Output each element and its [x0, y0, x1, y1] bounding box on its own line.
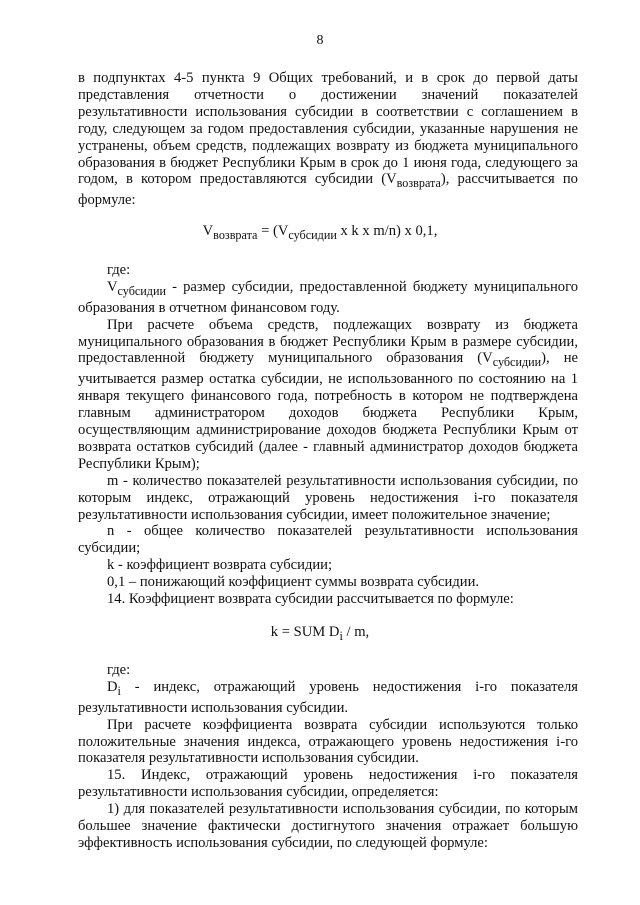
paragraph-15: 15. Индекс, отражающий уровень недостижения i-го показателя результативности использования субсидии, определяется:	[78, 767, 578, 801]
definition-d-index: $D_i$ - индекс, отражающий уровень недостижения i-го показателя результативности использования субсидии.	[78, 678, 578, 716]
where-label: где:	[107, 262, 131, 278]
text-block-1	[78, 70, 578, 209]
item-1: 1) для показателей результативности использования субсидии, по которым большее значение фактически достигнутого значения отражает большую эффективность использования субсидии, по следующей формуле:	[78, 801, 578, 851]
definition-m: m - количество показателей результативности использования субсидии, по которым индекс, отражающий уровень недостижения i-го показателя результативности использования субсидии, имеет положительное значение;	[78, 472, 578, 523]
definition-v-subsidy: $V_{субсидии}$ - размер субсидии, предоставленной бюджету муниципального образования в отчетном финансовом году.	[78, 278, 578, 316]
text-block-2	[78, 262, 578, 608]
paragraph-remaining-balance: При расчете объема средств, подлежащих возврату из бюджета муниципального образования в бюджет Республики Крым в размере субсидии, предоставленной бюджету муниципального образования $(V_{субсидии})$, не учитывается размер остатка субсидии, не использованного по состоянию на 1 января текущего финансового года, потребность в котором не подтверждена главным администратором доходов бюджета Республики Крым, осуществляющим администрирование доходов бюджета Республики Крым от возврата остатков субсидий (далее - главный администратор доходов бюджета Республики Крым);	[78, 316, 578, 472]
definition-n: n - общее количество показателей результативности использования субсидии;	[78, 523, 578, 557]
paragraph-positive-values: При расчете коэффициента возврата субсидии используются только положительные значения индекса, отражающего уровень недостижения i-го показателя результативности использования субсидии.	[78, 716, 578, 767]
where-label-2: где:	[107, 662, 131, 678]
paragraph-refund-conditions: в подпунктах 4-5 пункта 9 Общих требований, и в срок до первой даты представления отчетности о достижении значений показателей результативности использования субсидии в соответствии с соглашением в году, следующем за годом предоставления субсидии, указанные нарушения не устранены, объем средств, подлежащих возврату из бюджета муниципального образования в бюджет Республики Крым в срок до 1 июня года, следующего за годом, в котором предоставляются субсидии $(V_{возврата})$, рассчитывается по формуле:	[78, 70, 578, 209]
formula-refund-volume: $V_{возврата} = (V_{субсидии}$ x k x m/n) x 0,1,	[202, 223, 438, 242]
definition-k: k - коэффициент возврата субсидии;	[107, 557, 333, 574]
definition-coefficient-01: 0,1 – понижающий коэффициент суммы возврата субсидии.	[107, 574, 480, 591]
paragraph-14: 14. Коэффициент возврата субсидии рассчитывается по формуле:	[107, 591, 514, 608]
formula-refund-coefficient: k = SUM $D_i$ / m,	[270, 624, 370, 643]
text-block-3	[78, 662, 578, 852]
page-number: 8	[316, 33, 324, 48]
